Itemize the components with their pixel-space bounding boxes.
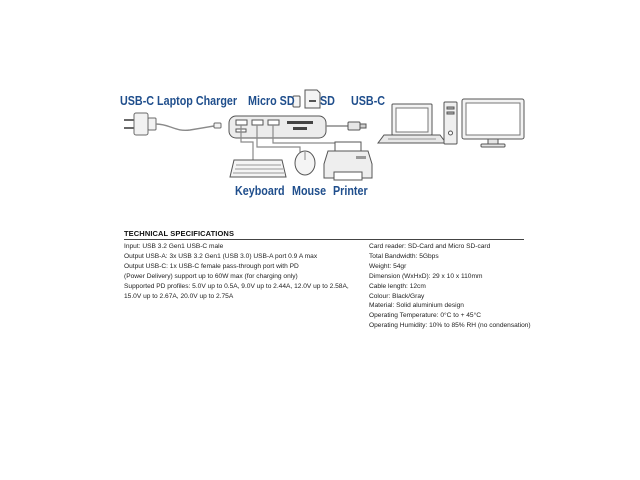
- label-mouse: Mouse: [292, 184, 327, 198]
- spec-line: Output USB-C: 1x USB-C female pass-through port with PD: [124, 262, 299, 270]
- label-sd: SD: [320, 94, 335, 108]
- usb-hub-icon: [229, 116, 366, 138]
- desktop-tower-icon: [444, 102, 457, 144]
- label-charger: USB-C Laptop Charger: [120, 94, 238, 108]
- spec-line: Card reader: SD-Card and Micro SD-card: [369, 243, 491, 250]
- laptop-icon: [378, 104, 446, 143]
- spec-line: Dimension (WxHxD): 29 x 10 x 110mm: [369, 272, 483, 280]
- spec-line: Operating Temperature: 0°C to + 45°C: [369, 312, 481, 320]
- spec-line: (Power Delivery) support up to 60W max (for charging only): [124, 272, 298, 280]
- spec-line: Cable length: 12cm: [369, 282, 426, 290]
- spec-line: Supported PD profiles: 5.0V up to 0.5A, 9.0V up to 2.44A, 12.0V up to 2.58A,: [124, 282, 349, 290]
- spec-title: TECHNICAL SPECIFICATIONS: [124, 229, 235, 238]
- label-micro-sd: Micro SD: [248, 94, 295, 108]
- spec-column-left: [124, 242, 349, 301]
- label-keyboard: Keyboard: [235, 184, 285, 198]
- spec-line: Total Bandwidth: 5Gbps: [369, 252, 439, 260]
- printer-icon: [324, 142, 372, 180]
- monitor-icon: [462, 99, 524, 147]
- spec-divider: [124, 239, 524, 240]
- spec-line: Input: USB 3.2 Gen1 USB-C male: [124, 243, 224, 250]
- sd-card-icon: [293, 90, 320, 108]
- spec-line: Output USB-A: 3x USB 3.2 Gen1 (USB 3.0) USB-A port 0.9 A max: [124, 252, 318, 260]
- label-usbc: USB-C: [351, 94, 386, 108]
- spec-line: 15.0V up to 2.67A, 20.0V up to 2.75A: [124, 292, 234, 300]
- spec-line: Material: Solid aluminium design: [369, 302, 464, 310]
- spec-line: Colour: Black/Gray: [369, 292, 425, 300]
- keyboard-icon: [230, 160, 286, 177]
- spec-line: Weight: 54gr: [369, 262, 407, 270]
- spec-line: Operating Humidity: 10% to 85% RH (no condensation): [369, 322, 531, 330]
- label-printer: Printer: [333, 184, 368, 198]
- mouse-icon: [295, 151, 315, 175]
- spec-column-right: [369, 242, 531, 331]
- plug-icon: [124, 113, 221, 135]
